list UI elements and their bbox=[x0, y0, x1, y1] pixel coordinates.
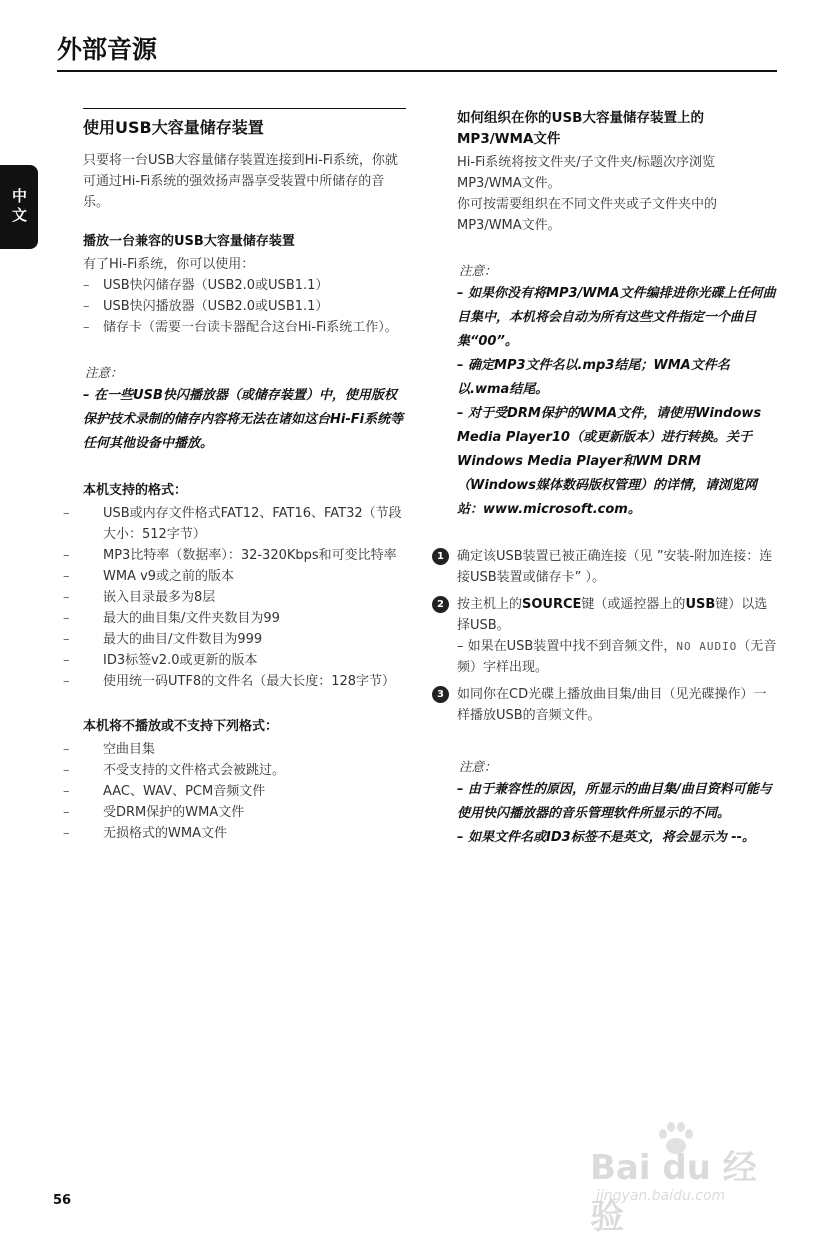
organize-text-2: 你可按需要组织在不同文件夹或子文件夹中的MP3/WMA文件。 bbox=[457, 197, 718, 233]
step-text: 如同你在CD光碟上播放曲目集/曲目（见光碟操作）一样播放USB的音频文件。 bbox=[457, 687, 767, 723]
page-title: 外部音源 bbox=[57, 35, 158, 64]
list-item: – MP3比特率（数据率）：32-320Kbps和可变比特率 bbox=[83, 545, 406, 566]
unsupported-list bbox=[83, 739, 406, 844]
step-text: 按主机上的SOURCE键（或遥控器上的USB键）以选择USB。 bbox=[457, 597, 768, 633]
right-column bbox=[437, 108, 779, 850]
page-number: 56 bbox=[53, 1193, 72, 1208]
step-number: 3 bbox=[432, 686, 449, 703]
section-title: 使用USB大容量储存装置 bbox=[83, 118, 264, 137]
note-item: – 如果你没有将MP3/WMA文件编排进你光碟上任何曲目集中，本机将会自动为所有这些文件指定一个曲目集“00”。 bbox=[457, 286, 776, 349]
list-item: – ID3标签v2.0或更新的版本 bbox=[83, 650, 406, 671]
unsupported-heading: 本机将不播放或不支持下列格式： bbox=[83, 719, 279, 734]
step-1 bbox=[437, 546, 779, 588]
list-item: – 储存卡（需要一台读卡器配合这台Hi-Fi系统工作）。 bbox=[83, 317, 406, 338]
formats-list bbox=[83, 503, 406, 692]
note-label: 注意： bbox=[459, 263, 497, 278]
list-item: – USB或内存文件格式FAT12、FAT16、FAT32（节段大小：512字节） bbox=[83, 503, 406, 545]
note-label: 注意： bbox=[85, 365, 123, 380]
list-item: – USB快闪播放器（USB2.0或USB1.1） bbox=[83, 296, 406, 317]
play-intro: 有了Hi-Fi系统，你可以使用： bbox=[83, 257, 255, 272]
step-subtext: – 如果在USB装置中找不到音频文件，NO AUDIO（无音频）字样出现。 bbox=[457, 639, 777, 675]
note-label: 注意： bbox=[459, 759, 497, 774]
section-divider bbox=[83, 108, 406, 109]
note-item: – 确定MP3文件名以.mp3结尾；WMA文件名以.wma结尾。 bbox=[457, 358, 730, 397]
title-divider bbox=[57, 70, 777, 72]
step-number: 1 bbox=[432, 548, 449, 565]
list-item: – 嵌入目录最多为8层 bbox=[83, 587, 406, 608]
watermark-url: jingyan.baidu.com bbox=[596, 1188, 726, 1204]
list-item: – 最大的曲目集/文件夹数目为99 bbox=[83, 608, 406, 629]
step-number: 2 bbox=[432, 596, 449, 613]
source-key: SOURCE bbox=[522, 597, 582, 612]
list-item: – USB快闪储存器（USB2.0或USB1.1） bbox=[83, 275, 406, 296]
left-column bbox=[83, 108, 406, 844]
list-item: – 无损格式的WMA文件 bbox=[83, 823, 406, 844]
intro-text: 只要将一台USB大容量储存装置连接到Hi-Fi系统，你就可通过Hi-Fi系统的强效扬声器享受装置中所储存的音乐。 bbox=[83, 153, 398, 210]
play-list bbox=[83, 275, 406, 338]
step-3 bbox=[437, 684, 779, 726]
list-item: – 不受支持的文件格式会被跳过。 bbox=[83, 760, 406, 781]
note-item: – 由于兼容性的原因，所显示的曲目集/曲目资料可能与使用快闪播放器的音乐管理软件所显示的不同。 bbox=[457, 782, 772, 821]
note-item: – 如果文件名或ID3标签不是英文，将会显示为 --。 bbox=[457, 830, 756, 845]
play-heading: 播放一台兼容的USB大容量储存装置 bbox=[83, 234, 295, 249]
list-item: – 空曲目集 bbox=[83, 739, 406, 760]
list-item: – 最大的曲目/文件数目为999 bbox=[83, 629, 406, 650]
list-item: – 使用统一码UTF8的文件名（最大长度：128字节） bbox=[83, 671, 406, 692]
lcd-text: NO AUDIO bbox=[676, 640, 738, 653]
organize-heading: 如何组织在你的USB大容量储存装置上的MP3/WMA文件 bbox=[457, 110, 704, 147]
step-2 bbox=[437, 594, 779, 678]
note-item: – 对于受DRM保护的WMA文件，请使用Windows Media Player10（或更新版本）进行转换。关于Windows Media Player和WM DRM（Windows媒体数码版权管理）的详情，请浏览网站：www.microsoft.com。 bbox=[457, 406, 762, 517]
note-text: – 在一些USB快闪播放器（或储存装置）中，使用版权保护技术录制的储存内容将无法在诸如这台Hi-Fi系统等任何其他设备中播放。 bbox=[83, 388, 404, 451]
list-item: – 受DRM保护的WMA文件 bbox=[83, 802, 406, 823]
language-tab-label: 中文 bbox=[10, 188, 28, 226]
watermark-logo: Bai du 经验 bbox=[590, 1148, 757, 1237]
baidu-watermark bbox=[590, 1120, 790, 1237]
formats-heading: 本机支持的格式： bbox=[83, 483, 188, 498]
list-item: – WMA v9或之前的版本 bbox=[83, 566, 406, 587]
step-text: 确定该USB装置已被正确连接（见 ”安装-附加连接：连接USB装置或储存卡” ）。 bbox=[457, 549, 773, 585]
organize-text-1: Hi-Fi系统将按文件夹/子文件夹/标题次序浏览MP3/WMA文件。 bbox=[457, 155, 715, 191]
list-item: – AAC、WAV、PCM音频文件 bbox=[83, 781, 406, 802]
usb-key: USB bbox=[685, 597, 716, 612]
language-tab bbox=[0, 165, 38, 249]
